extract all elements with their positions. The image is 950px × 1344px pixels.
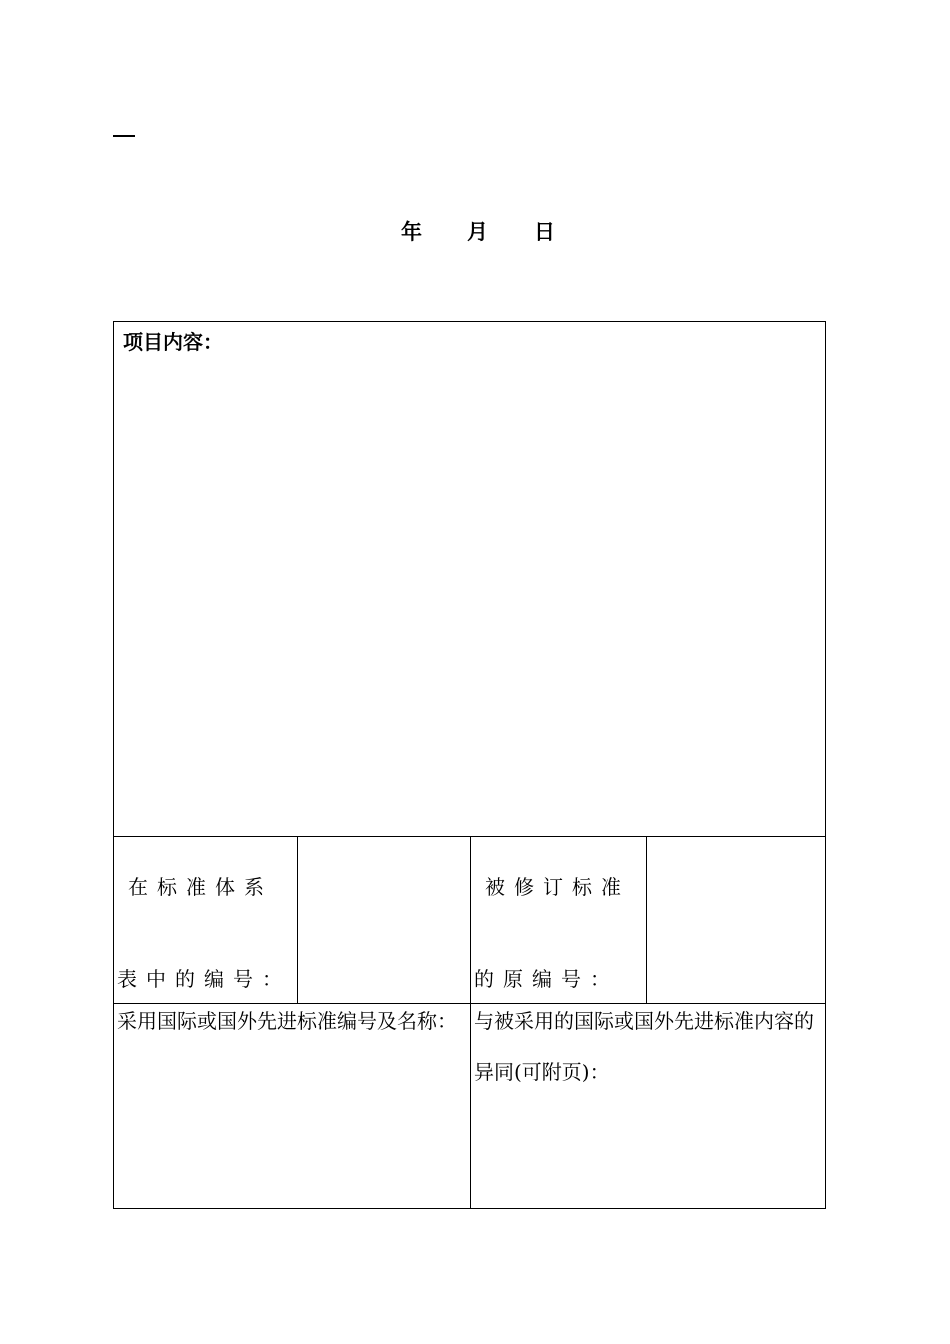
date-year: 年 xyxy=(401,219,422,244)
adopted-intl-standard-cell[interactable] xyxy=(114,1004,471,1209)
date-line xyxy=(0,216,950,246)
project-form-table xyxy=(113,321,826,1209)
revised-original-number-label-cell xyxy=(471,837,647,1004)
date-month: 月 xyxy=(467,219,488,244)
project-content-label: 项目内容： xyxy=(123,330,223,354)
revised-original-number-label-line1: 被修订标准 xyxy=(485,875,630,899)
revised-original-number-field[interactable] xyxy=(647,837,826,1004)
revised-original-number-label-line2: 的原编号： xyxy=(474,967,619,991)
date-day: 日 xyxy=(534,219,555,244)
differences-label: 与被采用的国际或国外先进标准内容的异同(可附页)： xyxy=(474,1009,814,1084)
std-system-number-label-cell xyxy=(114,837,298,1004)
std-system-number-label-line2: 表中的编号： xyxy=(117,967,291,991)
leading-dash xyxy=(113,135,135,137)
project-content-cell[interactable] xyxy=(114,322,826,837)
adopted-intl-standard-label: 采用国际或国外先进标准编号及名称： xyxy=(117,1009,457,1033)
std-system-number-label-line1: 在标准体系 xyxy=(128,875,273,899)
differences-cell[interactable] xyxy=(471,1004,826,1209)
std-system-number-field[interactable] xyxy=(298,837,471,1004)
